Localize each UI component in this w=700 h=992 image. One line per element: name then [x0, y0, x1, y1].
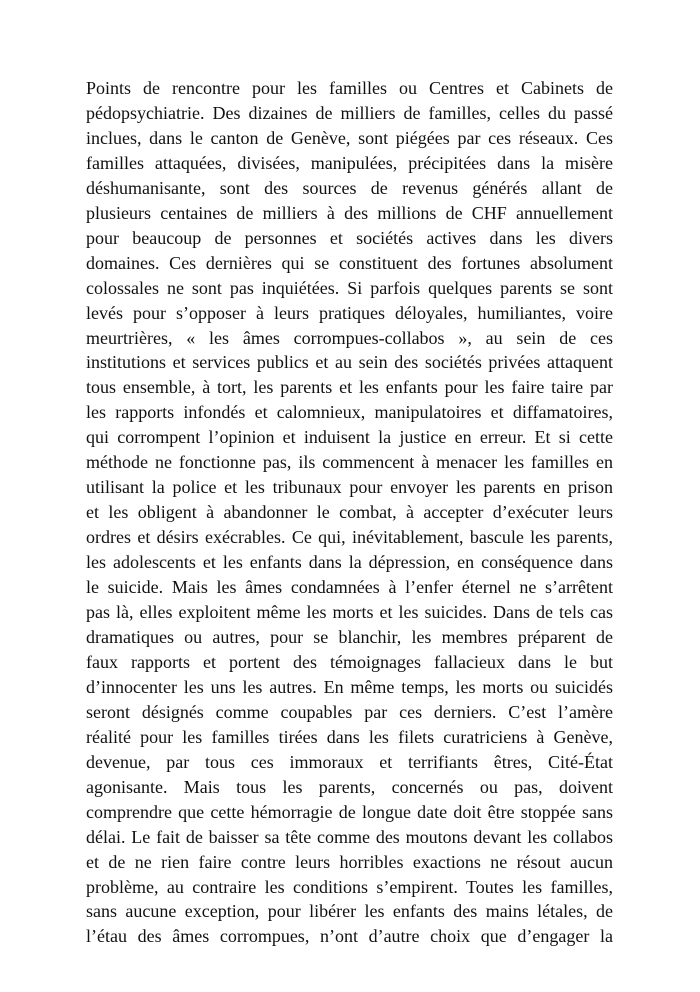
text-line: les rapports infondés et calomnieux, manipulatoires et diffamatoires, [86, 402, 613, 423]
text-line: dramatiques ou autres, pour se blanchir, les membres préparent de [86, 626, 613, 647]
text-line: levés pour s’opposer à leurs pratiques déloyales, humiliantes, voire [86, 302, 613, 323]
text-line: pas là, elles exploitent même les morts et les suicides. Dans de tels cas [86, 602, 613, 623]
text-line: tous ensemble, à tort, les parents et les enfants pour les faire taire par [86, 377, 613, 398]
text-line: Points de rencontre pour les familles ou Centres et Cabinets de [86, 78, 613, 98]
text-line: utilisant la police et les tribunaux pour envoyer les parents en prison [86, 477, 613, 498]
text-line: plusieurs centaines de milliers à des millions de CHF annuellement [86, 202, 613, 223]
text-line: comprendre que cette hémorragie de longue date doit être stoppée sans [86, 801, 613, 822]
text-line: seront désignés comme coupables par ces derniers. C’est l’amère [86, 701, 613, 722]
text-line: devenue, par tous ces immoraux et terrifiants êtres, Cité-État [86, 751, 613, 772]
text-line: ordres et désirs exécrables. Ce qui, inévitablement, bascule les parents, [86, 527, 613, 548]
text-line: et de ne rien faire contre leurs horribles exactions ne résout aucun [86, 851, 613, 872]
text-line: sans aucune exception, pour libérer les enfants des mains létales, de [86, 901, 613, 922]
text-line: agonisante. Mais tous les parents, concernés ou pas, doivent [86, 776, 613, 797]
text-line: institutions et services publics et au sein des sociétés privées attaquent [86, 352, 613, 373]
text-line: le suicide. Mais les âmes condamnées à l’enfer éternel ne s’arrêtent [86, 577, 613, 598]
text-line: pédopsychiatrie. Des dizaines de milliers de familles, celles du passé [86, 102, 613, 123]
text-line: l’étau des âmes corrompues, n’ont d’autre choix que d’engager la [86, 926, 613, 947]
body-paragraph [86, 76, 613, 949]
text-line: domaines. Ces dernières qui se constituent des fortunes absolument [86, 252, 613, 273]
text-line: familles attaquées, divisées, manipulées, précipitées dans la misère [86, 152, 613, 173]
text-line: pour beaucoup de personnes et sociétés actives dans les divers [86, 227, 613, 248]
text-line: réalité pour les familles tirées dans les filets curatriciens à Genève, [86, 726, 613, 747]
text-line: déshumanisante, sont des sources de revenus générés allant de [86, 177, 613, 198]
text-line: méthode ne fonctionne pas, ils commencent à menacer les familles en [86, 452, 613, 473]
text-line: délai. Le fait de baisser sa tête comme des moutons devant les collabos [86, 826, 613, 847]
text-line: d’innocenter les uns les autres. En même temps, les morts ou suicidés [86, 676, 613, 697]
text-line: inclues, dans le canton de Genève, sont piégées par ces réseaux. Ces [86, 127, 613, 148]
text-line: qui corrompent l’opinion et induisent la justice en erreur. Et si cette [86, 427, 613, 448]
text-line: colossales ne sont pas inquiétées. Si parfois quelques parents se sont [86, 277, 613, 298]
text-line: les adolescents et les enfants dans la dépression, en conséquence dans [86, 552, 613, 573]
text-line: et les obligent à abandonner le combat, à accepter d’exécuter leurs [86, 502, 613, 523]
text-line: meurtrières, « les âmes corrompues-collabos », au sein de ces [86, 327, 613, 348]
text-line: problème, au contraire les conditions s’empirent. Toutes les familles, [86, 876, 613, 897]
text-line: faux rapports et portent des témoignages fallacieux dans le but [86, 651, 613, 672]
